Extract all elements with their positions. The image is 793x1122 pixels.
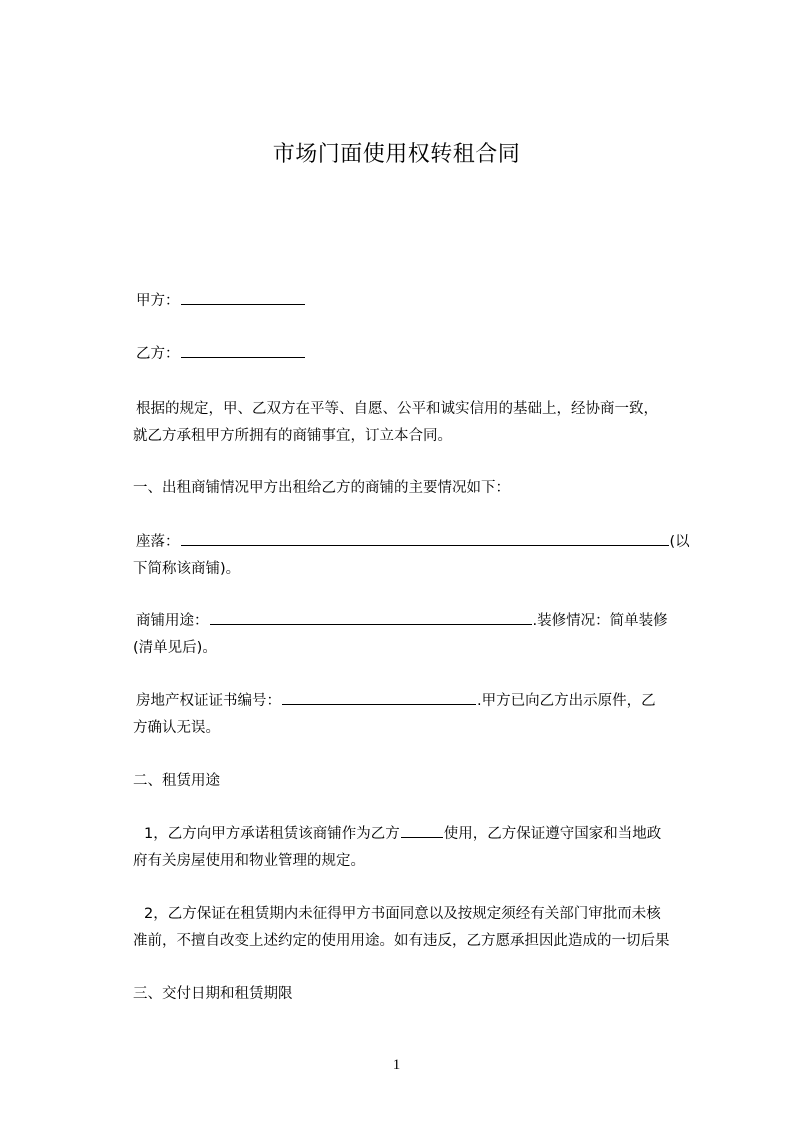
party-b-blank [181,343,305,358]
section-2-item-2-line-1: 2，乙方保证在租赁期内未征得甲方书面同意以及按规定须经有关部门审批而未核 [144,906,661,922]
party-a-blank [181,290,305,305]
location-blank [181,531,669,546]
location-line-1 [136,527,702,557]
cert-line-2: 方确认无误。 [133,720,220,736]
location-suffix: (以 [669,534,690,550]
party-a-line [136,286,702,316]
preamble-line-1: 根据的规定，甲、乙双方在平等、自愿、公平和诚实信用的基础上，经协商一致， [136,401,658,417]
section-1-heading: 一、出租商铺情况甲方出租给乙方的商铺的主要情况如下： [133,480,510,496]
section-3-heading: 三、交付日期和租赁期限 [133,986,293,1002]
cert-line-1 [136,686,702,716]
item-1-suffix: 使用，乙方保证遵守国家和当地政 [443,826,662,842]
usage-line-1 [136,606,702,636]
item-1-blank [401,823,443,838]
usage-label: 商铺用途： [136,613,209,629]
party-a-label: 甲方： [136,293,180,309]
party-b-label: 乙方： [136,346,180,362]
usage-blank [210,610,532,625]
cert-suffix: .甲方已向乙方出示原件，乙 [477,693,656,709]
section-2-item-2-line-2: 准前，不擅自改变上述约定的使用用途。如有违反，乙方愿承担因此造成的一切后果 [133,933,670,949]
section-2-heading: 二、租赁用途 [133,773,220,789]
cert-label: 房地产权证证书编号： [136,693,281,709]
cert-blank [282,690,476,705]
location-line-2: 下简称该商铺)。 [133,561,241,577]
item-1-prefix: 1，乙方向甲方承诺租赁该商铺作为乙方 [144,826,400,842]
page-number: 1 [392,1057,401,1073]
usage-line-2: (清单见后)。 [133,640,217,656]
party-b-line [136,339,702,369]
preamble-line-2: 就乙方承租甲方所拥有的商铺事宜，订立本合同。 [133,428,452,444]
usage-suffix: .装修情况：简单装修 [532,613,668,629]
location-label: 座落： [136,534,180,550]
section-2-item-1-line-1 [144,819,710,849]
section-2-item-1-line-2: 府有关房屋使用和物业管理的规定。 [133,853,365,869]
document-title: 市场门面使用权转租合同 [272,142,521,167]
